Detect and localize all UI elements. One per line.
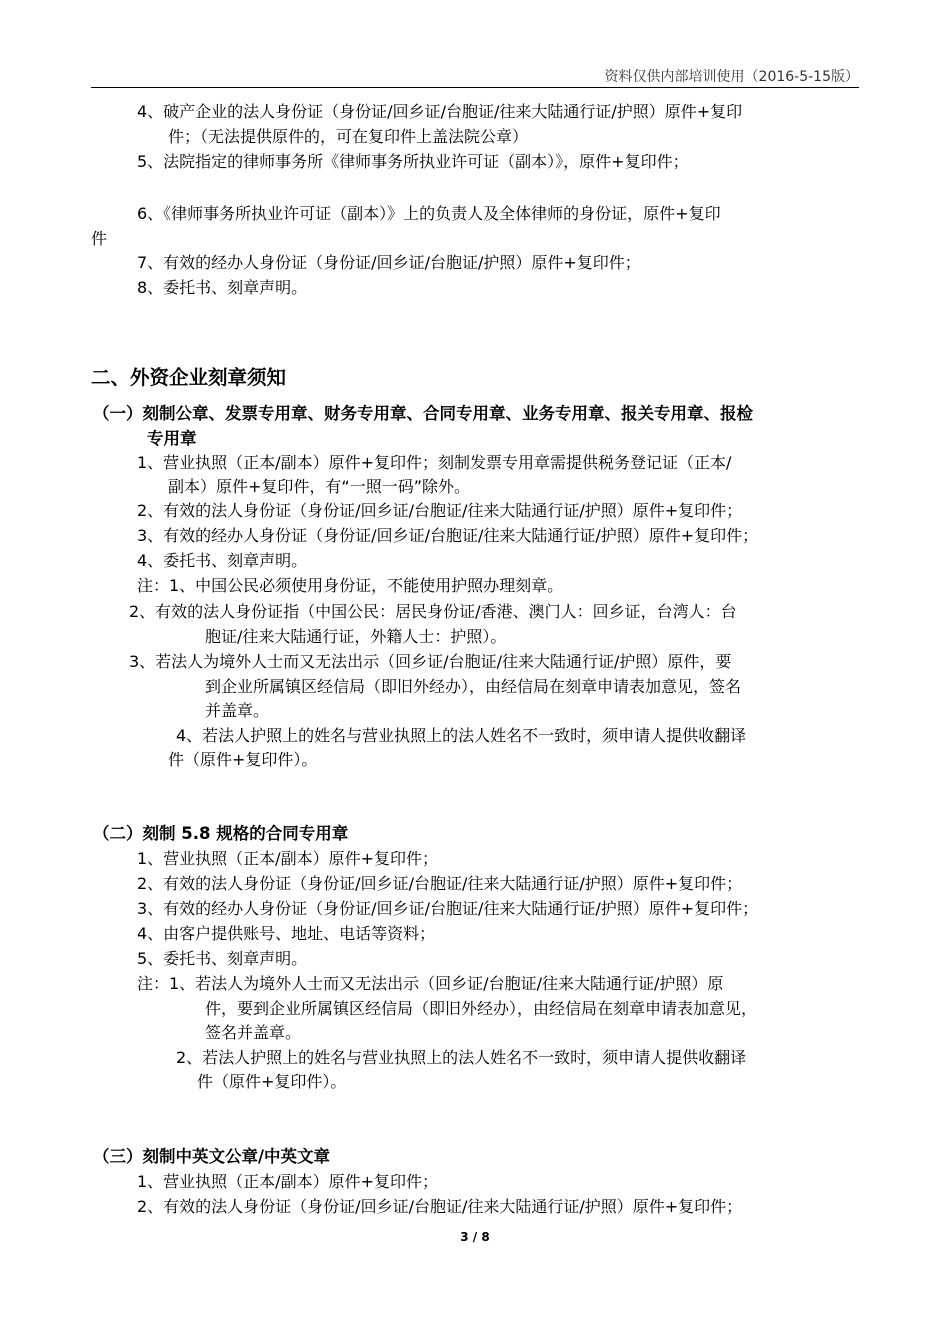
header-divider (91, 87, 859, 88)
list-item-4-line1: 4、破产企业的法人身份证（身份证/回乡证/台胞证/往来大陆通行证/护照）原件+复印 (137, 102, 743, 121)
sub1-item-1-line2: 副本）原件+复印件，有“一照一码”除外。 (168, 477, 470, 496)
sub2-item-5: 5、委托书、刻章声明。 (137, 949, 308, 968)
page-header-text: 资料仅供内部培训使用（2016-5-15版） (604, 69, 859, 85)
subsection-2-title: （二）刻制 5.8 规格的合同专用章 (93, 824, 349, 843)
list-item-6-line2: 件 (91, 229, 108, 248)
sub2-item-3: 3、有效的经办人身份证（身份证/回乡证/台胞证/往来大陆通行证/护照）原件+复印件； (137, 899, 759, 918)
sub1-item-1-line1: 1、营业执照（正本/副本）原件+复印件；刻制发票专用章需提供税务登记证（正本/ (137, 453, 732, 472)
sub2-note-1-line1: 注：1、若法人为境外人士而又无法出示（回乡证/台胞证/往来大陆通行证/护照）原 (137, 974, 724, 993)
page-number: 3 / 8 (460, 1230, 490, 1244)
list-item-4-line2: 件；（无法提供原件的，可在复印件上盖法院公章） (168, 127, 529, 146)
sub3-item-2: 2、有效的法人身份证（身份证/回乡证/台胞证/往来大陆通行证/护照）原件+复印件； (137, 1197, 743, 1216)
sub1-note-4-line2: 件（原件+复印件）。 (168, 750, 318, 769)
sub2-note-2-line2: 件（原件+复印件）。 (197, 1072, 347, 1091)
sub1-item-3: 3、有效的经办人身份证（身份证/回乡证/台胞证/往来大陆通行证/护照）原件+复印件； (137, 526, 759, 545)
subsection-1-title-line1: （一）刻制公章、发票专用章、财务专用章、合同专用章、业务专用章、报关专用章、报检 (93, 404, 753, 423)
sub2-note-2-line1: 2、若法人护照上的姓名与营业执照上的法人姓名不一致时，须申请人提供收翻译 (176, 1048, 747, 1067)
sub1-note-3-line2: 到企业所属镇区经信局（即旧外经办），由经信局在刻章申请表加意见，签名 (205, 677, 742, 696)
list-item-5: 5、法院指定的律师事务所《律师事务所执业许可证（副本）》，原件+复印件； (137, 152, 689, 171)
sub2-note-1-line3: 签名并盖章。 (205, 1023, 302, 1042)
subsection-1-title-line2: 专用章 (147, 429, 197, 448)
list-item-8: 8、委托书、刻章声明。 (137, 278, 308, 297)
sub1-note-3-line3: 并盖章。 (205, 701, 270, 720)
sub2-item-2: 2、有效的法人身份证（身份证/回乡证/台胞证/往来大陆通行证/护照）原件+复印件； (137, 874, 743, 893)
sub2-item-4: 4、由客户提供账号、地址、电话等资料； (137, 924, 436, 943)
sub1-item-4: 4、委托书、刻章声明。 (137, 551, 308, 570)
sub1-note-2-line1: 2、有效的法人身份证指（中国公民：居民身份证/香港、澳门人：回乡证，台湾人：台 (129, 602, 737, 621)
list-item-6-line1: 6、《律师事务所执业许可证（副本）》上的负责人及全体律师的身份证，原件+复印 (137, 204, 721, 223)
sub1-item-2: 2、有效的法人身份证（身份证/回乡证/台胞证/往来大陆通行证/护照）原件+复印件； (137, 501, 743, 520)
sub1-note-4-line1: 4、若法人护照上的姓名与营业执照上的法人姓名不一致时，须申请人提供收翻译 (176, 726, 747, 745)
sub2-note-1-line2: 件，要到企业所属镇区经信局（即旧外经办），由经信局在刻章申请表加意见， (205, 999, 758, 1018)
sub1-note-2-line2: 胞证/往来大陆通行证，外籍人士：护照）。 (205, 627, 507, 646)
sub2-item-1: 1、营业执照（正本/副本）原件+复印件； (137, 849, 438, 868)
sub3-item-1: 1、营业执照（正本/副本）原件+复印件； (137, 1172, 438, 1191)
sub1-note-3-line1: 3、若法人为境外人士而又无法出示（回乡证/台胞证/往来大陆通行证/护照）原件，要 (129, 652, 732, 671)
list-item-7: 7、有效的经办人身份证（身份证/回乡证/台胞证/护照）原件+复印件； (137, 253, 641, 272)
subsection-3-title: （三）刻制中英文公章/中英文章 (93, 1147, 331, 1166)
section-heading: 二、外资企业刻章须知 (91, 366, 287, 389)
sub1-note-1: 注：1、中国公民必须使用身份证，不能使用护照办理刻章。 (137, 576, 564, 595)
